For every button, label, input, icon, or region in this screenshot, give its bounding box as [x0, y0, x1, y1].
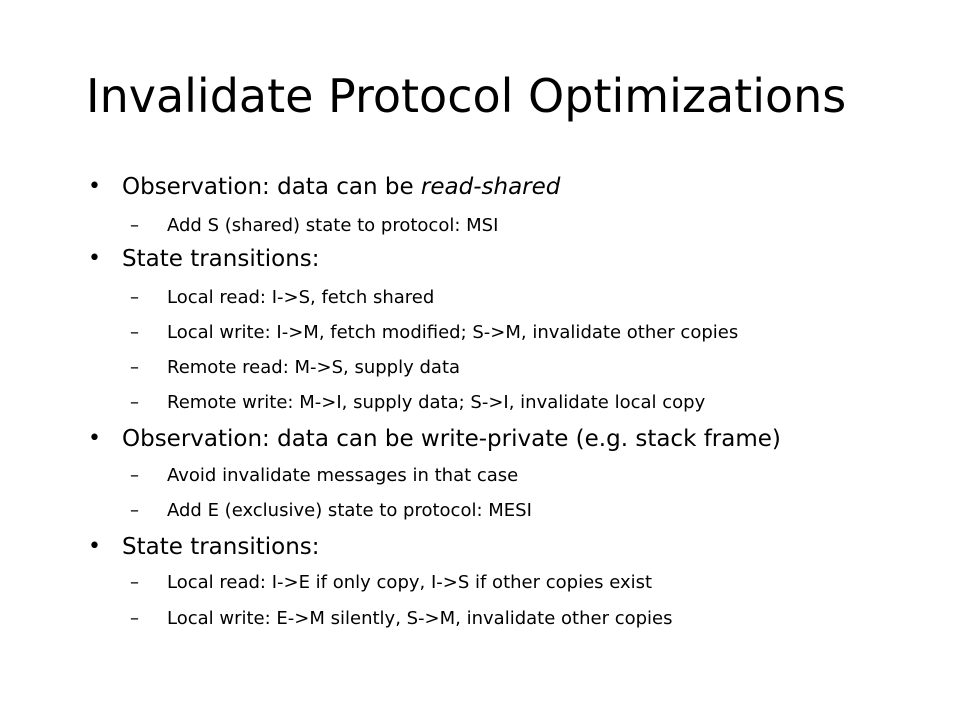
bullet-text: State transitions:	[122, 534, 320, 560]
subbullet-text: Remote read: M->S, supply data	[167, 357, 461, 378]
subbullet-marker: –	[130, 465, 139, 486]
subbullet-text: Local read: I->S, fetch shared	[167, 287, 435, 308]
subbullet-text: Local read: I->E if only copy, I->S if other copies exist	[167, 572, 653, 593]
subbullet-marker: –	[130, 500, 139, 521]
bullet-text: State transitions:	[122, 246, 320, 272]
bullet-text	[122, 172, 560, 202]
bullet-marker: •	[88, 246, 101, 271]
subbullet-text: Add S (shared) state to protocol: MSI	[167, 215, 499, 236]
subbullet-marker: –	[130, 215, 139, 236]
subbullet-marker: –	[130, 572, 139, 593]
bullet-text-prefix: Observation: data can be	[122, 174, 421, 200]
subbullet-text: Add E (exclusive) state to protocol: MESI	[167, 500, 532, 521]
bullet-marker: •	[88, 174, 101, 199]
subbullet-marker: –	[130, 287, 139, 308]
slide-title: Invalidate Protocol Optimizations	[86, 69, 847, 123]
bullet-text: Observation: data can be write-private (e.g. stack frame)	[122, 426, 781, 452]
bullet-marker: •	[88, 426, 101, 451]
subbullet-text: Avoid invalidate messages in that case	[167, 465, 519, 486]
subbullet-marker: –	[130, 322, 139, 343]
bullet-text-emphasis: read-shared	[420, 174, 561, 200]
subbullet-marker: –	[130, 357, 139, 378]
subbullet-marker: –	[130, 392, 139, 413]
subbullet-text: Local write: I->M, fetch modified; S->M, invalidate other copies	[167, 322, 739, 343]
subbullet-text: Remote write: M->I, supply data; S->I, invalidate local copy	[167, 392, 706, 413]
bullet-marker: •	[88, 534, 101, 559]
subbullet-text: Local write: E->M silently, S->M, invalidate other copies	[167, 608, 673, 629]
subbullet-marker: –	[130, 608, 139, 629]
